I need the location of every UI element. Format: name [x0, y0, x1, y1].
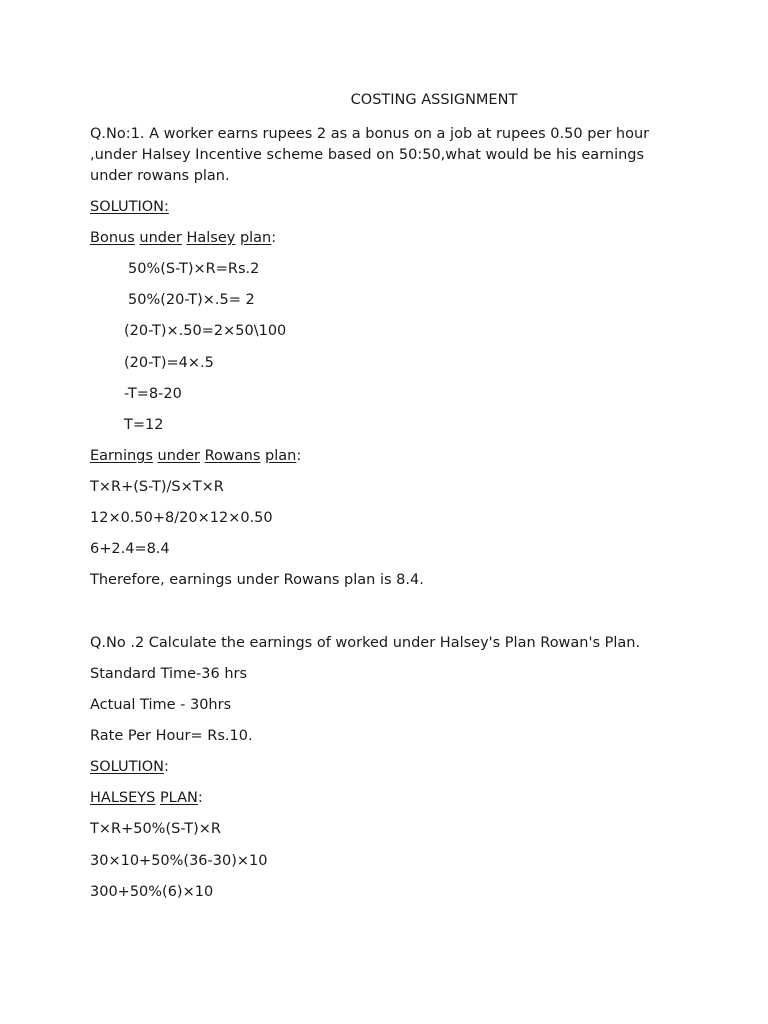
q1-bonus-step: -T=8-20 [124, 386, 182, 402]
document-title: COSTING ASSIGNMENT [350, 92, 518, 108]
q2-given: Standard Time-36 hrs [90, 666, 248, 682]
q1-earnings-heading: Earnings under Rowans plan: [90, 448, 302, 464]
q1-bonus-step: (20-T)×.50=2×50\100 [124, 323, 287, 339]
q1-solution-label: SOLUTION: [90, 199, 169, 215]
q1-question: Q.No:1. A worker earns rupees 2 as a bonus on a job at rupees 0.50 per hour ,under Halsey Incentive scheme based on 50:50,what would be his earnings under rowans plan. [90, 126, 650, 184]
q2-given: Rate Per Hour= Rs.10. [90, 728, 253, 744]
q2-solution-label: SOLUTION: [90, 759, 169, 775]
q2-halsey-step: 30×10+50%(36-30)×10 [90, 853, 268, 869]
q2-halsey-heading: HALSEYS PLAN: [90, 790, 203, 806]
q1-earnings-step: T×R+(S-T)/S×T×R [90, 479, 224, 495]
q1-earnings-step: 12×0.50+8/20×12×0.50 [90, 510, 273, 526]
q1-bonus-step: 50%(S-T)×R=Rs.2 [128, 261, 260, 277]
q2-halsey-step: 300+50%(6)×10 [90, 884, 214, 900]
q1-earnings-step: 6+2.4=8.4 [90, 541, 170, 557]
q2-halsey-step: T×R+50%(S-T)×R [90, 821, 221, 837]
q2-given: Actual Time - 30hrs [90, 697, 232, 713]
q1-bonus-heading: Bonus under Halsey plan: [90, 230, 277, 246]
q2-question: Q.No .2 Calculate the earnings of worked under Halsey's Plan Rowan's Plan. [90, 635, 641, 651]
q1-bonus-step: (20-T)=4×.5 [124, 355, 214, 371]
q1-bonus-step: 50%(20-T)×.5= 2 [128, 292, 255, 308]
q1-conclusion: Therefore, earnings under Rowans plan is 8.4. [90, 572, 424, 588]
q1-bonus-step: T=12 [124, 417, 164, 433]
